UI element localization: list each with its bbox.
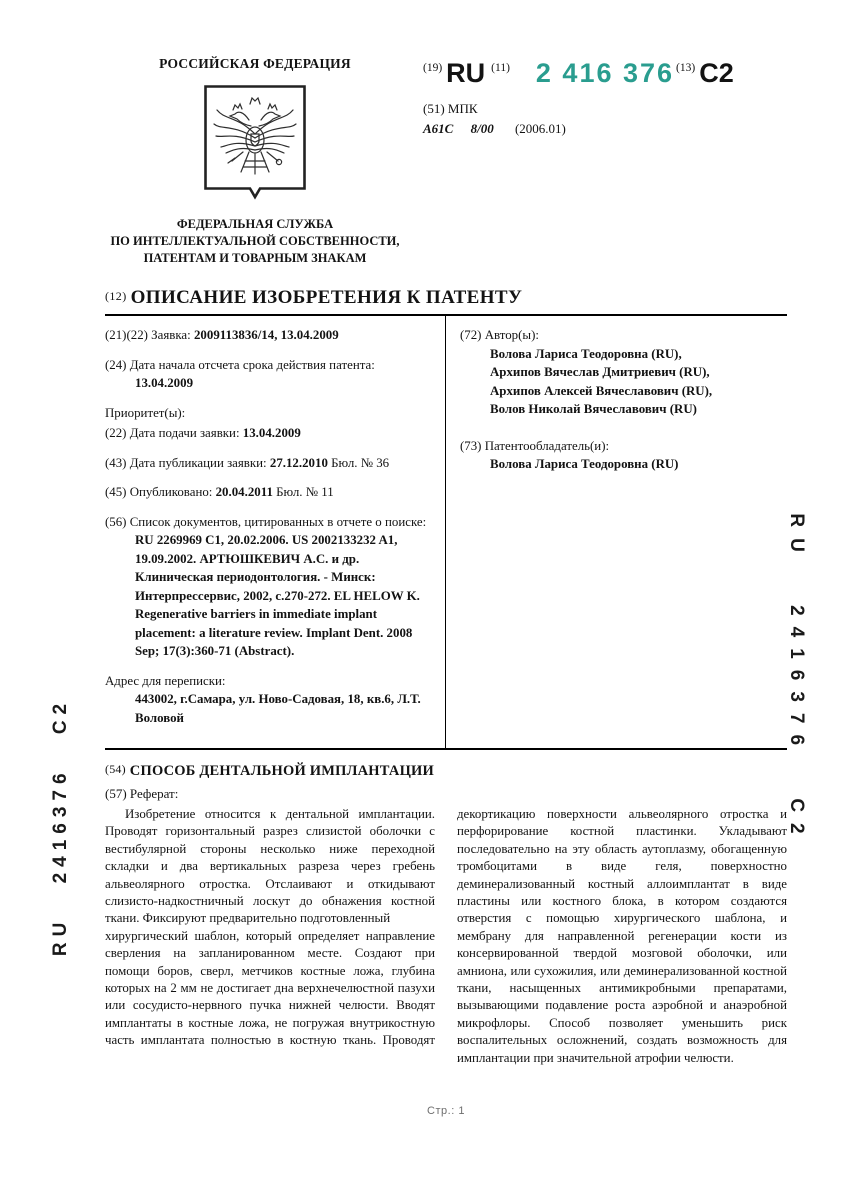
app-pub-value: 27.12.2010 xyxy=(269,455,328,470)
code-54: (54) xyxy=(105,762,126,776)
application-publication-row xyxy=(105,454,431,473)
abstract-paragraph: декортикацию поверхности альвеолярного отростка и перфорирование костной пластинки. Укладывают последовательно на эту область аутоплазму, обогащенную тромбоцитами в виде геля, поверхностно деминерализованный костный аллоимплантат в виде пластины или костного блока, в котором создаются отверстия с помощью хирургического шаблона, и мембрану для направленной регенерации кости из консервированной твердой мозговой оболочки, или амниона, или сухожилия, или деминерализованной костной ткани, насыщенных антимикробными препаратами, вызывающими подавление роста аэробной и анаэробной микрофлоры. Способ позволяет уменьшить риск воспалительных осложнений, создать возможность для имплантации при значительной атрофии челюсти. xyxy=(457,807,787,1065)
publication-number: 2 416 376 xyxy=(535,58,675,88)
author-name: Волова Лариса Теодоровна (RU), xyxy=(490,346,682,361)
address-value: 443002, г.Самара, ул. Ново-Садовая, 18, кв.6, Л.Т. Воловой xyxy=(135,692,421,725)
kind-code: C2 xyxy=(699,58,734,88)
term-start-value: 13.04.2009 xyxy=(135,376,194,390)
country-name: РОССИЙСКАЯ ФЕДЕРАЦИЯ xyxy=(159,56,351,71)
priority-row xyxy=(105,404,431,423)
agency-name xyxy=(105,216,405,267)
published-bulletin: Бюл. № 11 xyxy=(276,485,334,499)
priority-label: Приоритет(ы): xyxy=(105,405,186,420)
coat-of-arms-icon xyxy=(203,84,307,202)
doc-type-title: ОПИСАНИЕ ИЗОБРЕТЕНИЯ К ПАТЕНТУ xyxy=(130,287,523,308)
document-content xyxy=(105,56,787,1067)
side-code-left: RU 2416376 C2 xyxy=(50,697,71,957)
patent-holder-row xyxy=(460,437,787,474)
term-start-label: (24) Дата начала отсчета срока действия патента: xyxy=(105,357,375,372)
code-11: (11) xyxy=(491,62,510,74)
citations-value: RU 2269969 C1, 20.02.2006. US 2002133232 A1, 19.09.2002. АРТЮШКЕВИЧ А.С. и др. Клиническая периодонтология. - Минск: Интерпрессервис, 2002, с.270-272. EL HELOW K. Regenerative barriers in immediate implant placement: a literature review. Implant Dent. 2008 Sep; 17(3):360-71 (Abstract). xyxy=(135,533,420,658)
published-value: 20.04.2011 xyxy=(215,485,273,499)
abstract-text-left xyxy=(105,806,435,1067)
invention-title-row xyxy=(105,762,787,780)
document-header xyxy=(105,56,787,267)
code-12: (12) xyxy=(105,289,127,303)
abstract-text-right xyxy=(457,806,787,1067)
header-left-column xyxy=(105,56,405,267)
biblio-left-column xyxy=(105,316,446,748)
application-label: (21)(22) Заявка: xyxy=(105,328,191,342)
authors-row xyxy=(460,326,787,419)
publication-codes-line xyxy=(423,60,787,87)
holder-label: (73) Патентообладатель(и): xyxy=(460,438,610,453)
author-name: Архипов Алексей Вячеславович (RU), xyxy=(490,383,713,398)
address-label: Адрес для переписки: xyxy=(105,673,226,688)
ipc-class: A61C 8/00 xyxy=(423,121,494,136)
filing-label: (22) Дата подачи заявки: xyxy=(105,426,240,440)
authors-label: (72) Автор(ы): xyxy=(460,328,539,342)
agency-line-1: ФЕДЕРАЛЬНАЯ СЛУЖБА xyxy=(176,217,334,231)
abstract-paragraph: Изобретение относится к дентальной имплантации. Проводят горизонтальный разрез слизистой оболочки с вестибулярной стороны несколько ниже переходной складки и два вертикальных разреза через гребень альвеолярного отростка. Отслаивают и откидывают слизисто-надкостничный лоскут до обнажения костной ткани. Фиксируют предварительно подготовленный xyxy=(105,807,435,926)
bibliographic-section xyxy=(105,316,787,750)
correspondence-address-row xyxy=(105,672,431,728)
side-code-right: RU 2416376 C2 xyxy=(786,513,807,845)
holder-name: Волова Лариса Теодоровна (RU) xyxy=(490,457,679,471)
author-name: Волов Николай Вячеславович (RU) xyxy=(490,402,697,416)
published-label: (45) Опубликовано: xyxy=(105,485,213,499)
application-value: 2009113836/14, 13.04.2009 xyxy=(193,328,339,342)
country-code: RU xyxy=(446,58,486,88)
invention-title: СПОСОБ ДЕНТАЛЬНОЙ ИМПЛАНТАЦИИ xyxy=(129,763,435,779)
app-pub-bulletin: Бюл. № 36 xyxy=(331,455,390,470)
abstract-paragraph: хирургический шаблон, который определяет направление сверления на запланированном месте. Создают при помощи боров, сверл, метчиков костные ложа, глубина которых на 2 мм не достигает дна верхнечелюстной пазухи или сосудисто-нервного пучка нижней челюсти. Вводят имплантаты в костные ложа, не погружая внутрикостную часть имплантата полностью в костную ткань. Проводят xyxy=(105,928,435,1048)
author-name: Архипов Вячеслав Дмитриевич (RU), xyxy=(490,365,710,379)
ipc-label: МПК xyxy=(447,101,478,116)
ipc-version-date: (2006.01) xyxy=(514,121,566,136)
code-19: (19) xyxy=(423,62,443,74)
application-number-row xyxy=(105,326,431,345)
agency-line-3: ПАТЕНТАМ И ТОВАРНЫМ ЗНАКАМ xyxy=(143,251,367,265)
citations-label: (56) Список документов, цитированных в отчете о поиске: xyxy=(105,514,427,529)
ipc-block xyxy=(423,101,787,137)
published-row xyxy=(105,483,431,502)
filing-date-row xyxy=(105,424,431,443)
citations-row xyxy=(105,513,431,661)
agency-line-2: ПО ИНТЕЛЛЕКТУАЛЬНОЙ СОБСТВЕННОСТИ, xyxy=(110,234,400,248)
doc-type-heading xyxy=(105,287,787,316)
biblio-right-column xyxy=(446,316,787,748)
code-13: (13) xyxy=(676,62,696,74)
app-pub-label: (43) Дата публикации заявки: xyxy=(105,455,267,470)
term-start-row xyxy=(105,356,431,393)
abstract-label: (57) Реферат: xyxy=(105,786,179,801)
page-number: Стр.: 1 xyxy=(427,1105,465,1117)
filing-value: 13.04.2009 xyxy=(242,426,301,440)
header-right-column xyxy=(405,56,787,267)
abstract-section xyxy=(105,806,787,1067)
code-51: (51) xyxy=(423,101,445,116)
